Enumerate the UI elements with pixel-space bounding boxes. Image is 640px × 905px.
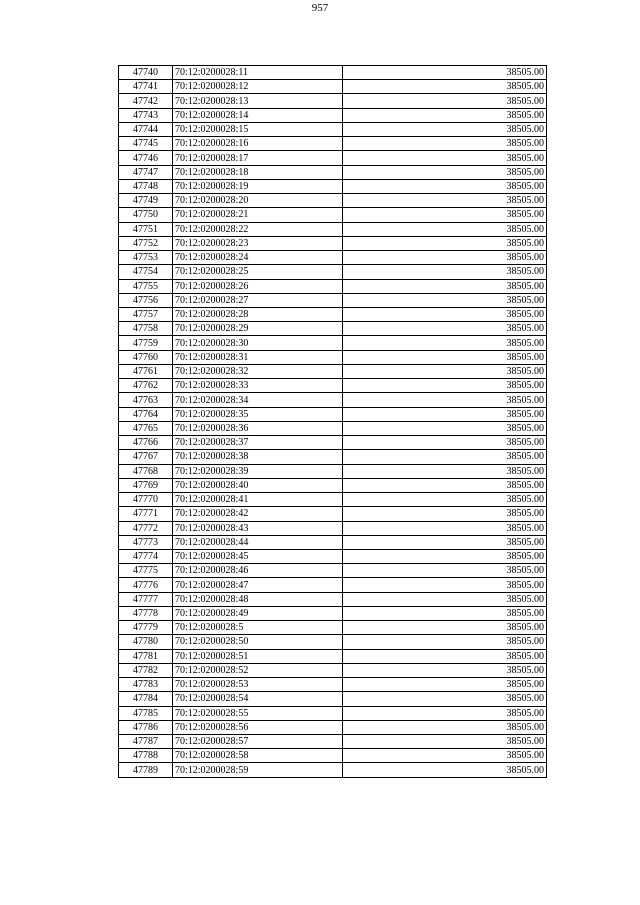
cadastre-table — [118, 65, 547, 778]
value-cell: 38505.00 — [343, 621, 547, 635]
row-number-cell: 47754 — [119, 265, 173, 279]
cadastral-number-cell: 70:12:0200028:58 — [173, 749, 343, 763]
value-cell: 38505.00 — [343, 322, 547, 336]
value-cell: 38505.00 — [343, 706, 547, 720]
table-row — [119, 379, 547, 393]
cadastral-number-cell: 70:12:0200028:43 — [173, 521, 343, 535]
value-cell: 38505.00 — [343, 663, 547, 677]
table-row — [119, 678, 547, 692]
table-row — [119, 94, 547, 108]
cadastral-number-cell: 70:12:0200028:59 — [173, 763, 343, 777]
cadastral-number-cell: 70:12:0200028:26 — [173, 279, 343, 293]
row-number-cell: 47765 — [119, 421, 173, 435]
cadastral-number-cell: 70:12:0200028:11 — [173, 66, 343, 80]
value-cell: 38505.00 — [343, 436, 547, 450]
value-cell: 38505.00 — [343, 464, 547, 478]
value-cell: 38505.00 — [343, 564, 547, 578]
table-row — [119, 137, 547, 151]
row-number-cell: 47762 — [119, 379, 173, 393]
value-cell: 38505.00 — [343, 720, 547, 734]
table-row — [119, 80, 547, 94]
cadastral-number-cell: 70:12:0200028:41 — [173, 493, 343, 507]
table-row — [119, 663, 547, 677]
cadastral-number-cell: 70:12:0200028:21 — [173, 208, 343, 222]
row-number-cell: 47768 — [119, 464, 173, 478]
table-row — [119, 763, 547, 777]
row-number-cell: 47774 — [119, 549, 173, 563]
row-number-cell: 47756 — [119, 293, 173, 307]
cadastral-number-cell: 70:12:0200028:19 — [173, 179, 343, 193]
value-cell: 38505.00 — [343, 678, 547, 692]
row-number-cell: 47757 — [119, 307, 173, 321]
value-cell: 38505.00 — [343, 66, 547, 80]
value-cell: 38505.00 — [343, 208, 547, 222]
value-cell: 38505.00 — [343, 606, 547, 620]
value-cell: 38505.00 — [343, 549, 547, 563]
value-cell: 38505.00 — [343, 108, 547, 122]
table-row — [119, 436, 547, 450]
value-cell: 38505.00 — [343, 749, 547, 763]
cadastral-number-cell: 70:12:0200028:18 — [173, 165, 343, 179]
table-row — [119, 549, 547, 563]
cadastral-number-cell: 70:12:0200028:22 — [173, 222, 343, 236]
table-row — [119, 322, 547, 336]
value-cell: 38505.00 — [343, 407, 547, 421]
row-number-cell: 47759 — [119, 336, 173, 350]
table-row — [119, 251, 547, 265]
cadastral-number-cell: 70:12:0200028:38 — [173, 450, 343, 464]
row-number-cell: 47746 — [119, 151, 173, 165]
value-cell: 38505.00 — [343, 692, 547, 706]
cadastral-number-cell: 70:12:0200028:54 — [173, 692, 343, 706]
cadastral-number-cell: 70:12:0200028:24 — [173, 251, 343, 265]
cadastral-number-cell: 70:12:0200028:12 — [173, 80, 343, 94]
row-number-cell: 47788 — [119, 749, 173, 763]
row-number-cell: 47741 — [119, 80, 173, 94]
table-row — [119, 222, 547, 236]
row-number-cell: 47778 — [119, 606, 173, 620]
value-cell: 38505.00 — [343, 763, 547, 777]
table-row — [119, 464, 547, 478]
table-row — [119, 236, 547, 250]
value-cell: 38505.00 — [343, 293, 547, 307]
row-number-cell: 47775 — [119, 564, 173, 578]
value-cell: 38505.00 — [343, 122, 547, 136]
cadastral-number-cell: 70:12:0200028:27 — [173, 293, 343, 307]
row-number-cell: 47789 — [119, 763, 173, 777]
value-cell: 38505.00 — [343, 379, 547, 393]
row-number-cell: 47784 — [119, 692, 173, 706]
row-number-cell: 47772 — [119, 521, 173, 535]
cadastral-number-cell: 70:12:0200028:5 — [173, 621, 343, 635]
value-cell: 38505.00 — [343, 578, 547, 592]
table-body — [119, 66, 547, 778]
value-cell: 38505.00 — [343, 592, 547, 606]
row-number-cell: 47783 — [119, 678, 173, 692]
value-cell: 38505.00 — [343, 493, 547, 507]
row-number-cell: 47776 — [119, 578, 173, 592]
table-row — [119, 208, 547, 222]
cadastral-number-cell: 70:12:0200028:33 — [173, 379, 343, 393]
table-row — [119, 621, 547, 635]
table-row — [119, 521, 547, 535]
row-number-cell: 47773 — [119, 535, 173, 549]
table-row — [119, 407, 547, 421]
value-cell: 38505.00 — [343, 236, 547, 250]
cadastral-number-cell: 70:12:0200028:42 — [173, 507, 343, 521]
cadastral-number-cell: 70:12:0200028:13 — [173, 94, 343, 108]
cadastral-number-cell: 70:12:0200028:49 — [173, 606, 343, 620]
table-row — [119, 706, 547, 720]
row-number-cell: 47749 — [119, 194, 173, 208]
row-number-cell: 47760 — [119, 350, 173, 364]
value-cell: 38505.00 — [343, 421, 547, 435]
cadastral-number-cell: 70:12:0200028:35 — [173, 407, 343, 421]
table-row — [119, 592, 547, 606]
value-cell: 38505.00 — [343, 635, 547, 649]
row-number-cell: 47750 — [119, 208, 173, 222]
row-number-cell: 47782 — [119, 663, 173, 677]
table-row — [119, 293, 547, 307]
table-row — [119, 578, 547, 592]
value-cell: 38505.00 — [343, 80, 547, 94]
table-row — [119, 165, 547, 179]
row-number-cell: 47752 — [119, 236, 173, 250]
row-number-cell: 47747 — [119, 165, 173, 179]
value-cell: 38505.00 — [343, 507, 547, 521]
value-cell: 38505.00 — [343, 222, 547, 236]
value-cell: 38505.00 — [343, 336, 547, 350]
table-row — [119, 735, 547, 749]
cadastral-number-cell: 70:12:0200028:56 — [173, 720, 343, 734]
value-cell: 38505.00 — [343, 165, 547, 179]
cadastral-number-cell: 70:12:0200028:30 — [173, 336, 343, 350]
row-number-cell: 47771 — [119, 507, 173, 521]
cadastral-number-cell: 70:12:0200028:37 — [173, 436, 343, 450]
row-number-cell: 47769 — [119, 478, 173, 492]
table-row — [119, 535, 547, 549]
cadastral-number-cell: 70:12:0200028:51 — [173, 649, 343, 663]
value-cell: 38505.00 — [343, 649, 547, 663]
table-row — [119, 265, 547, 279]
cadastral-number-cell: 70:12:0200028:17 — [173, 151, 343, 165]
cadastral-number-cell: 70:12:0200028:32 — [173, 364, 343, 378]
cadastral-number-cell: 70:12:0200028:47 — [173, 578, 343, 592]
row-number-cell: 47780 — [119, 635, 173, 649]
row-number-cell: 47758 — [119, 322, 173, 336]
table-row — [119, 108, 547, 122]
table-row — [119, 194, 547, 208]
row-number-cell: 47770 — [119, 493, 173, 507]
table-row — [119, 421, 547, 435]
cadastral-number-cell: 70:12:0200028:16 — [173, 137, 343, 151]
row-number-cell: 47767 — [119, 450, 173, 464]
cadastral-number-cell: 70:12:0200028:57 — [173, 735, 343, 749]
row-number-cell: 47740 — [119, 66, 173, 80]
row-number-cell: 47777 — [119, 592, 173, 606]
cadastral-number-cell: 70:12:0200028:46 — [173, 564, 343, 578]
row-number-cell: 47755 — [119, 279, 173, 293]
row-number-cell: 47763 — [119, 393, 173, 407]
row-number-cell: 47785 — [119, 706, 173, 720]
table-row — [119, 393, 547, 407]
cadastral-number-cell: 70:12:0200028:44 — [173, 535, 343, 549]
row-number-cell: 47761 — [119, 364, 173, 378]
value-cell: 38505.00 — [343, 251, 547, 265]
row-number-cell: 47787 — [119, 735, 173, 749]
row-number-cell: 47745 — [119, 137, 173, 151]
value-cell: 38505.00 — [343, 478, 547, 492]
table-row — [119, 720, 547, 734]
cadastral-number-cell: 70:12:0200028:28 — [173, 307, 343, 321]
row-number-cell: 47751 — [119, 222, 173, 236]
row-number-cell: 47786 — [119, 720, 173, 734]
table-row — [119, 692, 547, 706]
table-row — [119, 179, 547, 193]
cadastral-number-cell: 70:12:0200028:52 — [173, 663, 343, 677]
value-cell: 38505.00 — [343, 94, 547, 108]
table-row — [119, 151, 547, 165]
value-cell: 38505.00 — [343, 307, 547, 321]
cadastral-number-cell: 70:12:0200028:55 — [173, 706, 343, 720]
table-row — [119, 564, 547, 578]
table-row — [119, 606, 547, 620]
cadastral-number-cell: 70:12:0200028:53 — [173, 678, 343, 692]
row-number-cell: 47742 — [119, 94, 173, 108]
cadastral-number-cell: 70:12:0200028:34 — [173, 393, 343, 407]
value-cell: 38505.00 — [343, 151, 547, 165]
value-cell: 38505.00 — [343, 137, 547, 151]
cadastral-number-cell: 70:12:0200028:29 — [173, 322, 343, 336]
row-number-cell: 47744 — [119, 122, 173, 136]
value-cell: 38505.00 — [343, 179, 547, 193]
row-number-cell: 47743 — [119, 108, 173, 122]
cadastral-number-cell: 70:12:0200028:39 — [173, 464, 343, 478]
value-cell: 38505.00 — [343, 265, 547, 279]
table-row — [119, 649, 547, 663]
cadastral-number-cell: 70:12:0200028:25 — [173, 265, 343, 279]
value-cell: 38505.00 — [343, 521, 547, 535]
value-cell: 38505.00 — [343, 535, 547, 549]
table-row — [119, 478, 547, 492]
table-row — [119, 307, 547, 321]
cadastral-number-cell: 70:12:0200028:31 — [173, 350, 343, 364]
cadastral-number-cell: 70:12:0200028:50 — [173, 635, 343, 649]
row-number-cell: 47764 — [119, 407, 173, 421]
cadastral-number-cell: 70:12:0200028:20 — [173, 194, 343, 208]
table-row — [119, 66, 547, 80]
value-cell: 38505.00 — [343, 279, 547, 293]
row-number-cell: 47779 — [119, 621, 173, 635]
table-row — [119, 122, 547, 136]
table-row — [119, 635, 547, 649]
row-number-cell: 47753 — [119, 251, 173, 265]
cadastral-number-cell: 70:12:0200028:40 — [173, 478, 343, 492]
page-number: 957 — [311, 2, 329, 14]
value-cell: 38505.00 — [343, 364, 547, 378]
cadastral-number-cell: 70:12:0200028:48 — [173, 592, 343, 606]
row-number-cell: 47766 — [119, 436, 173, 450]
cadastral-number-cell: 70:12:0200028:23 — [173, 236, 343, 250]
table-row — [119, 749, 547, 763]
row-number-cell: 47748 — [119, 179, 173, 193]
cadastral-number-cell: 70:12:0200028:36 — [173, 421, 343, 435]
value-cell: 38505.00 — [343, 450, 547, 464]
cadastral-number-cell: 70:12:0200028:15 — [173, 122, 343, 136]
table-row — [119, 493, 547, 507]
row-number-cell: 47781 — [119, 649, 173, 663]
value-cell: 38505.00 — [343, 194, 547, 208]
cadastral-number-cell: 70:12:0200028:45 — [173, 549, 343, 563]
value-cell: 38505.00 — [343, 350, 547, 364]
table-row — [119, 450, 547, 464]
table-row — [119, 507, 547, 521]
table-row — [119, 279, 547, 293]
table-row — [119, 364, 547, 378]
table-row — [119, 350, 547, 364]
value-cell: 38505.00 — [343, 393, 547, 407]
value-cell: 38505.00 — [343, 735, 547, 749]
table-row — [119, 336, 547, 350]
cadastral-number-cell: 70:12:0200028:14 — [173, 108, 343, 122]
